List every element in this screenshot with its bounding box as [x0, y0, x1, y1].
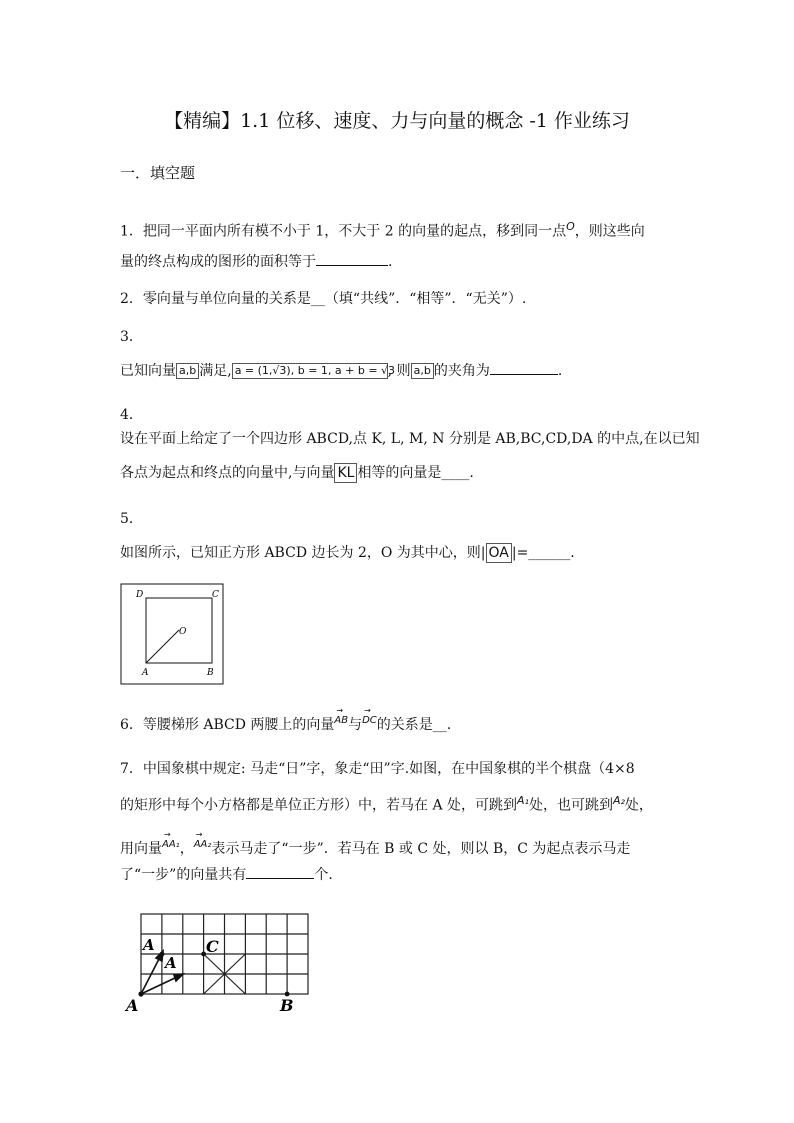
q5-vector-oa-image: OA: [486, 543, 512, 563]
q7-line3: [120, 838, 630, 858]
q1-end: .: [388, 254, 393, 270]
q5-label-c: C: [212, 590, 219, 600]
q3-part4: 的夹角为: [433, 363, 490, 379]
q1-part1: 1．把同一平面内所有模不小于 1，不大于 2 的向量的起点，移到同一点: [120, 223, 567, 240]
q4-vector-kl-image: KL: [334, 463, 357, 483]
q7-answer-blank[interactable]: [246, 864, 314, 879]
q7-label-c: C: [206, 937, 219, 956]
q7-line2-a: 的矩形中每个小方格都是单位正方形）中，若马在 A 处，可跳到: [120, 797, 518, 814]
q7-line3-comma: ，: [179, 841, 194, 857]
q7-vector-aa2: → AA₂: [194, 839, 212, 850]
q5-part2: |=______.: [511, 545, 575, 561]
q7-line4-end: 个.: [314, 867, 333, 883]
q3-condition-image: a = (1,√3), b = 1, a + b = √3: [232, 363, 388, 379]
q5-line: [120, 542, 575, 563]
q1-part3: 量的终点构成的图形的面积等于: [120, 254, 316, 270]
q7-label-a: A: [126, 996, 139, 1015]
q7-line3-b: 表示马走了“一步”．若马在 B 或 C 处，则以 B，C 为起点表示马走: [211, 841, 631, 857]
q7-line2-c: 处，: [624, 797, 653, 814]
q6-part2: 的关系是__.: [376, 717, 452, 733]
q7-line4: [120, 864, 333, 884]
q7-vector-aa1: → AA₁: [162, 839, 180, 850]
q7-line4-text: 了“一步”的向量共有: [120, 867, 247, 883]
q7-line1: 7．中国象棋中规定: 马走“日”字，象走“田”字.如图，在中国象棋的半个棋盘（4×8: [120, 761, 635, 777]
q7-a2-symbol: A₂: [612, 794, 625, 807]
q1-o-symbol: O: [566, 220, 575, 233]
q1-line2: [120, 251, 392, 271]
q5-number: 5．: [120, 511, 143, 527]
q1-line1: [120, 220, 645, 241]
q7-line2: [120, 794, 653, 815]
q5-label-o: O: [179, 627, 187, 637]
section-heading: 一．填空题: [120, 164, 196, 182]
q1-part2: ，则这些向: [574, 223, 645, 240]
q7-label-b: B: [280, 996, 294, 1015]
q7-point-a: [138, 991, 143, 996]
q7-point-a1: [160, 952, 165, 957]
q5-label-b: B: [207, 668, 214, 678]
q5-label-d: D: [136, 590, 144, 600]
q3-answer-blank[interactable]: [490, 360, 558, 375]
q6-line: [120, 714, 451, 734]
q4-part1: 各点为起点和终点的向量中,与向量: [120, 465, 335, 481]
q7-chessboard-figure: [120, 905, 320, 1017]
q7-label-a2: A: [165, 954, 177, 972]
q5-part1: 如图所示，已知正方形 ABCD 边长为 2，O 为其中心，则|: [120, 545, 486, 561]
q2-line: 2．零向量与单位向量的关系是__（填“共线”．“相等”．“无关”）.: [120, 291, 527, 307]
q1-answer-blank[interactable]: [316, 251, 388, 266]
q3-vector-ab-image-2: a,b: [411, 363, 434, 379]
q3-vector-ab-image: a,b: [176, 363, 199, 379]
q5-label-a: A: [142, 668, 149, 678]
q3-line: [120, 360, 562, 380]
q3-number: 3．: [120, 329, 143, 345]
q6-vector-dc: → DC: [362, 715, 377, 726]
q4-part2: 相等的向量是____.: [357, 465, 474, 481]
q3-end: .: [557, 363, 563, 379]
q6-mid: 与: [348, 717, 363, 733]
q4-number: 4．: [120, 407, 143, 423]
q3-part1: 已知向量: [120, 363, 176, 379]
q4-line1: 设在平面上给定了一个四边形 ABCD,点 K, L, M, N 分别是 AB,BC,CD,DA 的中点,在以已知: [120, 431, 700, 447]
q4-line2: [120, 462, 474, 483]
q5-square-figure: [120, 583, 224, 685]
q3-part2: 满足,: [199, 363, 232, 379]
q7-line2-b: 处，也可跳到: [528, 797, 613, 814]
page-title: 【精编】1.1 位移、速度、力与向量的概念 -1 作业练习: [164, 110, 630, 132]
q7-a1-symbol: A₁: [517, 794, 529, 807]
q3-part3: , 则: [387, 363, 411, 379]
q6-vector-ab: → AB: [334, 715, 348, 726]
q7-line3-a: 用向量: [120, 841, 162, 857]
q7-label-a1: A: [143, 936, 155, 954]
q6-part1: 6．等腰梯形 ABCD 两腰上的向量: [120, 717, 335, 733]
